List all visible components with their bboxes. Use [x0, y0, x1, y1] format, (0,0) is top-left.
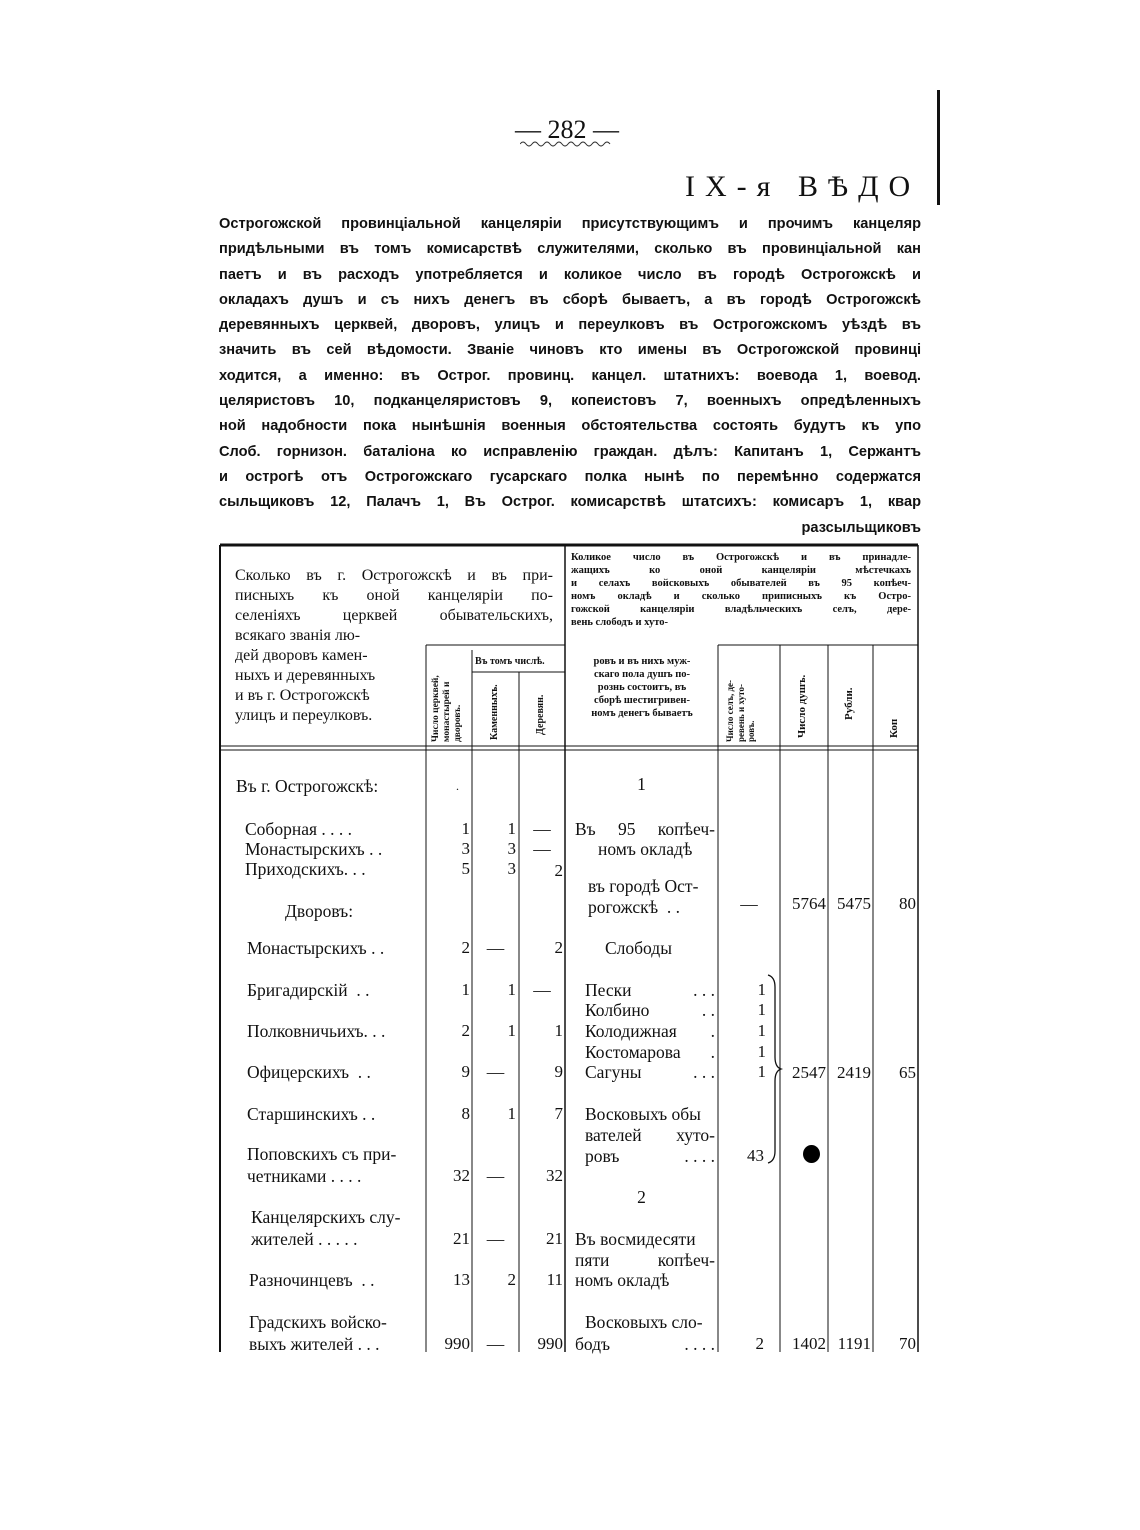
cell-wooden: — [533, 980, 551, 1000]
header-left-line: и въ г. Острогожскѣ [235, 687, 370, 704]
cell-villages: 2 [755, 1334, 764, 1353]
khutor-line: Восковыхъ обы [585, 1104, 701, 1124]
cell-total: 1 [461, 819, 470, 838]
oklad85-line: пяти копѣеч- [575, 1250, 715, 1270]
cell-wooden: 990 [537, 1334, 563, 1353]
oklad95-line: номъ окладѣ [598, 839, 693, 859]
intro-line: сыльщиковъ 12, Палачъ 1, Въ Острог. комисарствѣ штатсихъ: комисаръ 1, квар [219, 494, 921, 511]
cell-stone: 3 [507, 859, 516, 878]
header-col-total [431, 675, 464, 742]
header-col-kop: Коп [888, 718, 900, 738]
cell-dot: . [456, 779, 459, 793]
cell-total: 5 [461, 859, 470, 878]
cell-souls: 2547 [792, 1063, 826, 1082]
header-col-villages-line: ревень и хуто- [735, 684, 746, 742]
header-left-line: писныхъ къ оной канцеляріи по- [235, 587, 553, 604]
slob-line: бодъ . . . . [575, 1334, 715, 1354]
header-col-total-line: дворовъ. [453, 704, 463, 742]
slob-line: Восковыхъ сло- [585, 1312, 703, 1332]
cell-stone: — [486, 1062, 505, 1082]
header-left-line: улицъ и переулковъ. [235, 707, 373, 724]
section-number: 2 [637, 1187, 646, 1207]
cell-wooden: 9 [554, 1062, 563, 1081]
cell-villages: — [740, 894, 758, 914]
header-right-line: номъ денегъ бываетъ [591, 708, 693, 719]
table-row-label: Бригадирскій . . [247, 980, 370, 1000]
cell-villages: 1 [757, 1042, 766, 1061]
header-left [235, 566, 553, 726]
header-col-total-line: Число церквей, [431, 675, 441, 742]
cell-rubles: 5475 [837, 894, 871, 913]
cell-wooden: 32 [546, 1166, 563, 1185]
header-left-line: всякаго званія лю- [235, 627, 361, 644]
cell-total: 3 [461, 839, 470, 858]
cell-wooden: — [533, 819, 551, 839]
table-row-label: Монастырскихъ . . [247, 938, 385, 958]
cell-stone: — [486, 1229, 505, 1249]
cell-total: 2 [461, 1021, 470, 1040]
table-row-label: Поповскихъ съ при- [247, 1144, 397, 1164]
table-row-label: Соборная . . . . [245, 819, 353, 839]
header-right-line: номъ окладѣ и сколько приписныхъ къ Остро- [571, 591, 911, 602]
cell-total: 9 [461, 1062, 470, 1081]
settlement-row: Колодижная . [585, 1021, 715, 1041]
cell-kop: 65 [899, 1063, 916, 1082]
intro-line: значить въ сей вѣдомости. Званіе чиновъ кто имены въ Острогожской провинці [219, 342, 921, 359]
cell-stone: — [486, 1334, 505, 1354]
cell-stone: 1 [507, 819, 516, 838]
oklad85-line: Въ восмидесяти [575, 1229, 696, 1249]
header-right-line: гожской канцеляріи владѣльческихъ селъ, дере- [571, 604, 911, 615]
header-col-wooden: Деревян. [535, 694, 546, 735]
header-col-villages-line: Число селъ, де- [725, 679, 735, 742]
table-row-label: Канцелярскихъ слу- [251, 1207, 401, 1227]
cell-souls: 1402 [792, 1334, 826, 1353]
table-row-label: Разночинцевъ . . [249, 1270, 375, 1290]
header-col-total-line: монастырей и [442, 681, 452, 742]
city-line: рогожскѣ . . [588, 897, 680, 917]
khutor-line: вателей хуто- [585, 1125, 715, 1145]
table-row-label: Градскихъ войско- [249, 1312, 387, 1332]
cell-kop: 80 [899, 894, 916, 913]
intro-line: паетъ и въ расходъ употребляется и коликое число въ городѣ Острогожскѣ и [219, 266, 921, 283]
page-title: IX-я ВѢДО [685, 170, 921, 203]
intro-line: ной надобности пока нынѣшнія военныя обстоятельства состоять будутъ къ упо [219, 418, 921, 435]
cell-wooden: — [533, 839, 551, 859]
cell-wooden: 11 [546, 1270, 563, 1289]
cell-wooden: 1 [554, 1021, 563, 1040]
table-row-label: Дворовъ: [285, 901, 354, 921]
table-row-label: Монастырскихъ . . [245, 839, 383, 859]
cell-stone: 1 [507, 980, 516, 999]
settlement-row: Пески . . . [585, 980, 715, 1000]
intro-line: деревянныхъ церквей, дворовъ, улицъ и переулковъ въ Острогожскомъ уѣздѣ въ [219, 317, 921, 334]
cell-wooden: 2 [554, 861, 563, 880]
header-col-villages-line: ровъ. [746, 720, 756, 742]
header-right-line: жащихъ ко оной канцеляріи мѣстечкахъ [571, 565, 911, 576]
cell-wooden: 7 [554, 1104, 563, 1123]
cell-villages: 43 [747, 1146, 764, 1165]
cell-total: 1 [461, 980, 470, 999]
cell-total: 13 [453, 1270, 470, 1289]
cell-stone: 2 [507, 1270, 516, 1289]
cell-kop: 70 [899, 1334, 916, 1353]
header-right-top [571, 551, 911, 629]
cell-stone: 1 [507, 1104, 516, 1123]
intro-line: и острогѣ отъ Острогожскаго гусарскаго полка нынѣ по перемѣнно содержатся [219, 468, 921, 485]
cell-stone: — [486, 938, 505, 958]
intro-line: Слоб. горнизон. баталіона ко исправленію граждан. дѣлъ: Капитанъ 1, Сержантъ [219, 443, 921, 460]
header-left-line: селеніяхъ церквей обывательскихъ, [235, 607, 553, 624]
header-right-line: Коликое число въ Острогожскѣ и въ принадле- [571, 552, 911, 563]
header-right-line: вень слободъ и хуто- [571, 617, 669, 628]
cell-stone: — [486, 1166, 505, 1186]
settlement-row: Колбино . . [585, 1000, 715, 1020]
cell-wooden: 2 [554, 938, 563, 957]
settlement-row: Сагуны . . . [585, 1062, 715, 1082]
page-number: — 282 — [515, 115, 619, 144]
cell-villages: 1 [757, 1021, 766, 1040]
table-row-label-cont: четниками . . . . [247, 1166, 362, 1186]
cell-total: 990 [444, 1334, 470, 1353]
header-left-line: ныхъ и деревянныхъ [235, 667, 376, 684]
cell-wooden: 21 [546, 1229, 563, 1248]
header-col-stone: Каменныхъ. [489, 684, 500, 740]
table-row-label-cont: выхъ жителей . . . [249, 1334, 380, 1354]
intro-line: ходится, а именно: въ Острог. провинц. канцел. штатнихъ: воевода 1, воевод. [219, 367, 921, 384]
table-row-label: Старшинскихъ . . [247, 1104, 376, 1124]
header-right-mid [571, 655, 713, 720]
section-number: 1 [637, 774, 646, 794]
cell-stone: 3 [507, 839, 516, 858]
intro-line: придѣльными въ томъ комисарствѣ служителями, сколько въ провинціальной кан [219, 241, 921, 258]
table-row-label: Въ г. Острогожскѣ: [236, 776, 379, 796]
header-col-souls: Число душъ. [796, 674, 808, 738]
table-row-label: Офицерскихъ . . [247, 1062, 371, 1082]
cell-villages: 1 [757, 980, 766, 999]
cell-villages: 1 [757, 1000, 766, 1019]
sloboda-header: Слободы [605, 938, 672, 958]
ink-blot [803, 1145, 820, 1163]
table-row-label: Полковничьихъ. . . [247, 1021, 386, 1041]
cell-stone: 1 [507, 1021, 516, 1040]
header-left-line: дей дворовъ камен- [235, 647, 368, 664]
oklad85-line: номъ окладѣ [575, 1270, 670, 1290]
header-left-line: Сколько въ г. Острогожскѣ и въ при- [235, 567, 553, 584]
header-right-line: скаго пола душъ по- [593, 669, 691, 680]
intro-line: целяристовъ 10, подканцеляристовъ 9, копеистовъ 7, военныхъ опредѣленныхъ [219, 393, 921, 410]
header-col-of-which: Въ томъ числѣ. [475, 656, 545, 667]
intro-line: Острогожской провинціальной канцеляріи присутствующимъ и прочимъ канцеляр [219, 216, 921, 232]
header-right-line: сборѣ шестигривен- [594, 695, 690, 706]
city-line: въ городѣ Ост- [588, 876, 699, 896]
table-row-label-cont: жителей . . . . . [251, 1229, 358, 1249]
khutor-line: ровъ . . . . [585, 1146, 715, 1166]
intro-line: разсыльщиковъ [801, 519, 921, 536]
cell-villages: 1 [757, 1062, 766, 1081]
intro-line: окладахъ душъ и съ нихъ денегъ въ сборѣ бываетъ, а въ городѣ Острогожскѣ [219, 291, 921, 308]
header-right-line: ровъ и въ нихъ муж- [593, 656, 691, 667]
table-row-label: Приходскихъ. . . [245, 859, 366, 879]
header-right-line: рознь состоитъ, въ [597, 682, 687, 693]
cell-total: 21 [453, 1229, 470, 1248]
oklad95-line: Въ 95 копѣеч- [575, 819, 715, 839]
cell-rubles: 1191 [837, 1334, 871, 1353]
header-col-rubles: Рубли. [843, 687, 855, 720]
header-right-line: и селахъ войсковыхъ обывателей въ 95 копѣеч- [571, 578, 911, 589]
cell-total: 2 [461, 938, 470, 957]
header-col-villages [725, 680, 757, 742]
cell-total: 32 [453, 1166, 470, 1185]
cell-souls: 5764 [792, 894, 826, 913]
cell-total: 8 [461, 1104, 470, 1123]
cell-rubles: 2419 [837, 1063, 871, 1082]
settlement-row: Костомарова . [585, 1042, 715, 1062]
